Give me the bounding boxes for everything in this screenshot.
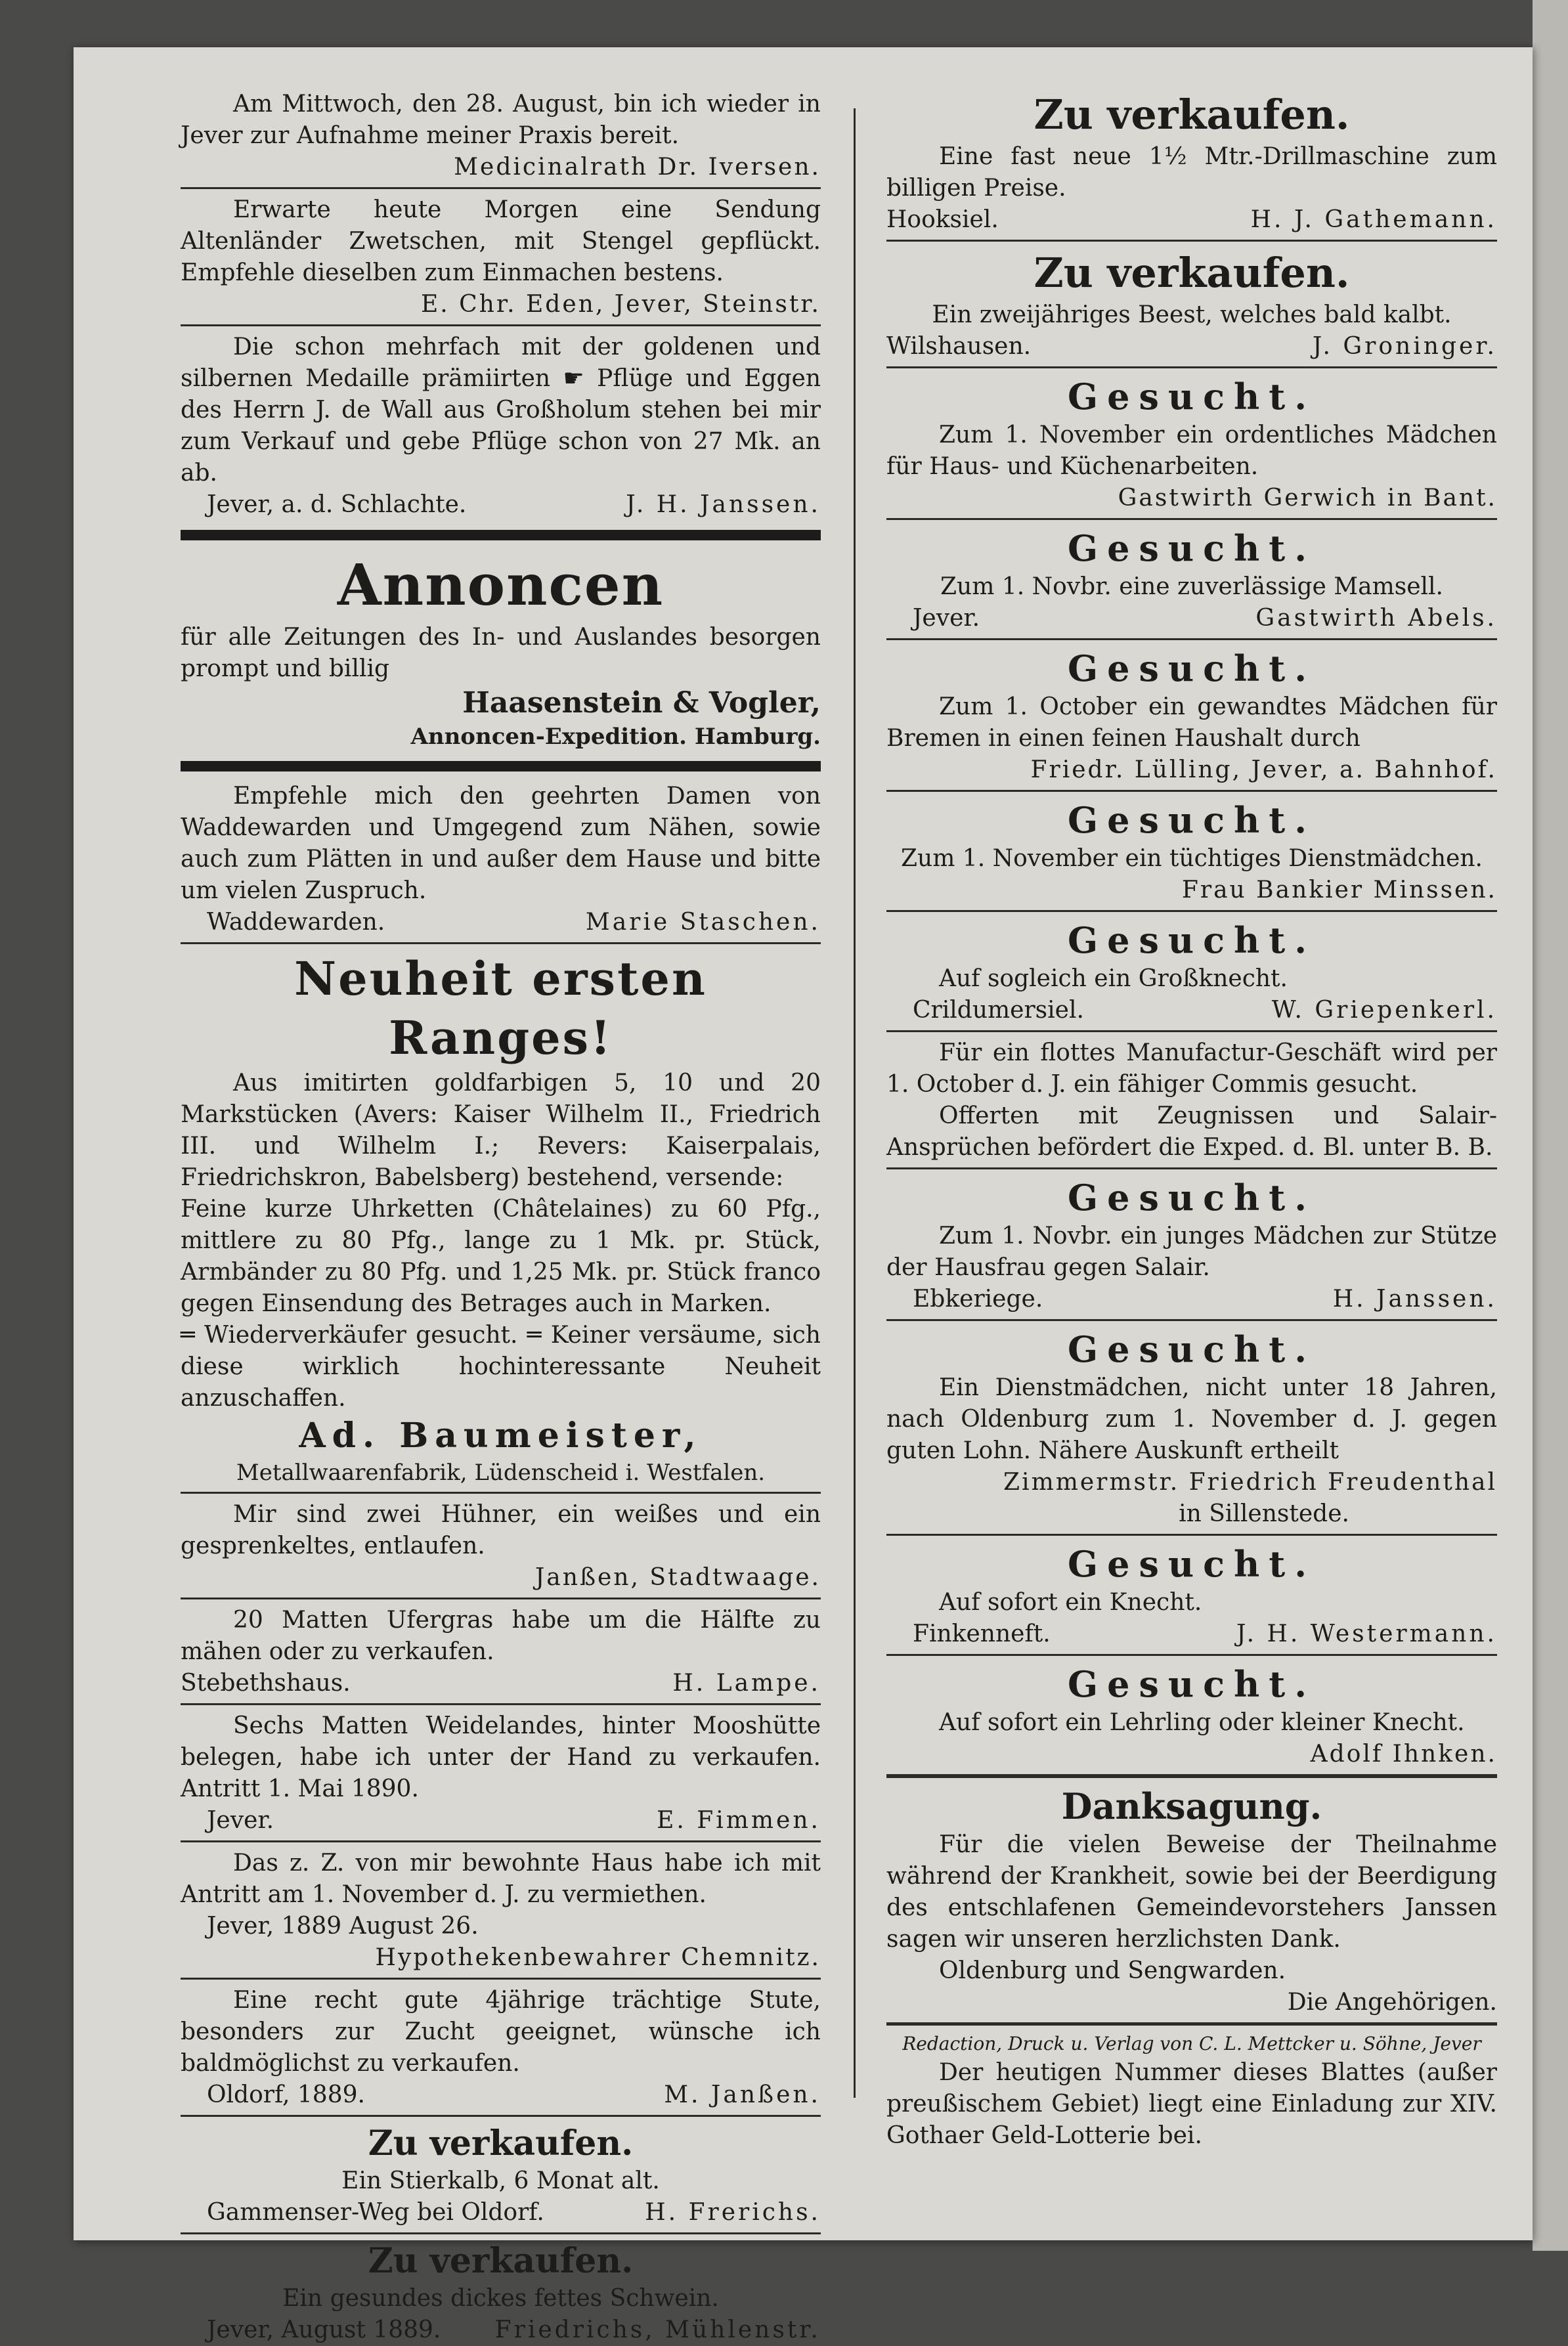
ad-signature: Die Angehörigen. (1287, 1989, 1497, 2016)
divider (886, 1654, 1497, 1656)
ad-text: Ein gesundes dickes fettes Schwein. (282, 2285, 719, 2312)
ad-huehner (181, 1499, 821, 1594)
ad-text: Ein Dienstmädchen, nicht unter 18 Jahren, nach Oldenburg zum 1. November d. J. gegen guten Lohn. Nähere Auskunft ertheilt (886, 1374, 1497, 1464)
ad-annoncen (181, 550, 821, 752)
divider (886, 638, 1497, 640)
ad-signature: H. J. Gathemann. (1250, 206, 1497, 233)
ad-schwein (181, 2240, 821, 2346)
ad-signature: Janßen, Stadtwaage. (534, 1564, 821, 1591)
ad-text: Zum 1. October ein gewandtes Mädchen für Bremen in einen feinen Haushalt durch (886, 693, 1497, 752)
ad-place: Hooksiel. (886, 206, 999, 233)
ad-text: Zum 1. November ein ordentliches Mädchen für Haus- und Küchenarbeiten. (886, 422, 1497, 480)
ad-pfluege (181, 332, 821, 521)
ad-place: Waddewarden. (207, 909, 385, 936)
ad-naehen (181, 781, 821, 938)
ad-text: für alle Zeitungen des In- und Auslandes besorgen prompt und billig (181, 624, 821, 682)
ad-text: 20 Matten Ufergras habe um die Hälfte zu mähen oder zu verkaufen. (181, 1607, 821, 1665)
ad-footer (181, 1805, 821, 1836)
ad-signature: Zimmermstr. Friedrich Freudenthal (1003, 1469, 1497, 1496)
ad-footer (181, 2197, 821, 2228)
ad-place: Jever. (913, 605, 980, 632)
ad-signature: W. Griepenkerl. (1271, 997, 1497, 1024)
ad-signature: Gastwirth Gerwich in Bant. (1118, 485, 1497, 511)
divider (886, 240, 1497, 242)
ad-beest (886, 247, 1497, 362)
ad-ufergras (181, 1605, 821, 1699)
divider (181, 1840, 821, 1842)
ad-signature: H. Janssen. (1332, 1286, 1497, 1313)
ad-signature: H. Frerichs. (645, 2199, 821, 2226)
ad-signature-place: in Sillenstede. (1179, 1500, 1349, 1527)
ad-title: Gesucht. (1067, 1543, 1317, 1585)
ad-footer (181, 489, 821, 521)
divider (181, 942, 821, 944)
ad-text: Das z. Z. von mir bewohnte Haus habe ich mit Antritt am 1. November d. J. zu vermiethen. (181, 1850, 821, 1908)
ad-weideland (181, 1710, 821, 1836)
ad-place: Finkenneft. (913, 1620, 1051, 1647)
ad-text: Auf sofort ein Lehrling oder kleiner Knecht. (939, 1709, 1465, 1736)
divider (181, 1703, 821, 1705)
ad-title: Gesucht. (1067, 376, 1317, 418)
ad-signature: Frau Bankier Minssen. (1181, 877, 1497, 903)
ad-title: Zu verkaufen. (1034, 249, 1350, 297)
ad-footer (181, 2314, 821, 2346)
ad-gesucht-mamsell (886, 525, 1497, 634)
divider (886, 1774, 1497, 1778)
ad-signature: Adolf Ihnken. (1310, 1741, 1497, 1768)
divider (181, 1597, 821, 1599)
ad-footer (886, 1618, 1497, 1650)
ad-place: Wilshausen. (886, 333, 1032, 360)
ad-zwetschen (181, 194, 821, 320)
ad-text: Feine kurze Uhrketten (Châtelaines) zu 60 Pfg., mittlere zu 80 Pfg., lange zu 1 Mk. pr. Stück, Armbänder zu 80 Pfg. und 1,25 Mk. pr. Stück franco gegen Einsendung des Betrages auch in Marken. (181, 1196, 821, 1317)
ad-footer (886, 1284, 1497, 1315)
ad-footer (886, 603, 1497, 634)
ad-gesucht-knecht (886, 1541, 1497, 1650)
ad-text: Sechs Matten Weidelandes, hinter Mooshütte belegen, habe ich unter der Hand zu verkaufen. Antritt 1. Mai 1890. (181, 1712, 821, 1802)
thick-divider (181, 530, 821, 540)
firm-sub: Annoncen-Expedition. Hamburg. (410, 724, 821, 750)
ad-gesucht-bremen (886, 645, 1497, 786)
ad-signature: Gastwirth Abels. (1255, 605, 1497, 632)
divider (181, 1492, 821, 1494)
ad-text: Ein zweijähriges Beest, welches bald kalbt. (932, 301, 1452, 328)
ad-text: Für ein flottes Manufactur-Geschäft wird per 1. October d. J. ein fähiger Commis gesucht. (886, 1039, 1497, 1098)
ad-place: Stebethshaus. (181, 1670, 351, 1697)
ad-text: ═ Wiederverkäufer gesucht. ═ Keiner versäume, sich diese wirklich hochinteressante Neuheit anzuschaffen. (181, 1322, 821, 1412)
thick-divider (181, 761, 821, 771)
ad-place: Ebkeriege. (913, 1286, 1043, 1313)
divider (181, 2232, 821, 2234)
ad-signature: J. Groninger. (1312, 333, 1497, 360)
ad-text: Zum 1. Novbr. eine zuverlässige Mamsell. (940, 573, 1443, 600)
divider (886, 1534, 1497, 1536)
right-column (886, 89, 1497, 2152)
ad-signature: E. Fimmen. (657, 1807, 821, 1834)
divider (886, 2022, 1497, 2026)
imprint: Redaction, Druck u. Verlag von C. L. Mettcker u. Söhne, Jever (902, 2033, 1481, 2054)
ad-title: Zu verkaufen. (368, 2123, 634, 2163)
ad-signature: J. H. Janssen. (626, 491, 821, 518)
ad-medicinalrath (181, 89, 821, 183)
firm-sub: Metallwaarenfabrik, Lüdenscheid i. Westfalen. (236, 1460, 766, 1486)
divider (886, 790, 1497, 792)
ad-signature: Hypothekenbewahrer Chemnitz. (375, 1944, 821, 1971)
ad-signature: Friedr. Lülling, Jever, a. Bahnhof. (1030, 756, 1497, 783)
ad-title: Gesucht. (1067, 647, 1317, 689)
ad-title: Gesucht. (1067, 1177, 1317, 1219)
ad-text: Am Mittwoch, den 28. August, bin ich wieder in Jever zur Aufnahme meiner Praxis bereit. (181, 91, 821, 149)
ad-danksagung (886, 1783, 1497, 2018)
ad-text: Aus imitirten goldfarbigen 5, 10 und 20 Markstücken (Avers: Kaiser Wilhelm II., Friedrich III. und Wilhelm I.; Revers: Kaiserpalais, Friedrichskron, Babelsberg) bestehend, versende: (181, 1070, 821, 1191)
ad-drillmaschine (886, 89, 1497, 236)
ad-text: Erwarte heute Morgen eine Sendung Altenländer Zwetschen, mit Stengel gepflückt. Empfehle dieselben zum Einmachen bestens. (181, 196, 821, 286)
ad-signature: M. Janßen. (664, 2081, 821, 2108)
column-divider (854, 108, 856, 2098)
divider (886, 1167, 1497, 1169)
ad-gesucht-lehrling (886, 1661, 1497, 1770)
ad-place: Jever, a. d. Schlachte. (207, 491, 467, 518)
ad-place: Jever, August 1889. (207, 2316, 441, 2343)
ad-text: Ein Stierkalb, 6 Monat alt. (341, 2167, 660, 2194)
ad-text: Eine fast neue 1½ Mtr.-Drillmaschine zum billigen Preise. (886, 143, 1497, 202)
ad-signature: Friedrichs, Mühlenstr. (494, 2316, 821, 2343)
divider (886, 1030, 1497, 1032)
ad-gesucht-dienstmaedchen (886, 797, 1497, 906)
divider (181, 2115, 821, 2117)
lottery-note: Der heutigen Nummer dieses Blattes (außer preußischem Gebiet) liegt eine Einladung zur XIV. Gothaer Geld-Lotterie bei. (886, 2059, 1497, 2149)
ad-text: Auf sogleich ein Großknecht. (939, 965, 1288, 992)
firm-name: Ad. Baumeister, (299, 1416, 703, 1456)
ad-title: Gesucht. (1067, 1328, 1317, 1370)
ad-title: Gesucht. (1067, 527, 1317, 569)
ad-signature: Medicinalrath Dr. Iversen. (454, 154, 821, 181)
ad-text: Zum 1. Novbr. ein junges Mädchen zur Stütze der Hausfrau gegen Salair. (886, 1223, 1497, 1281)
ad-signature: J. H. Westermann. (1236, 1620, 1497, 1647)
ad-footer (886, 204, 1497, 236)
firm-name: Haasenstein & Vogler, (462, 686, 821, 720)
ad-place: Oldorf, 1889. (207, 2081, 365, 2108)
ad-footer (181, 1668, 821, 1699)
ad-text: Mir sind zwei Hühner, ein weißes und ein gesprenkeltes, entlaufen. (181, 1501, 821, 1559)
ad-gesucht-grossknecht (886, 917, 1497, 1026)
ad-gesucht-stuetze (886, 1175, 1497, 1315)
ad-place: Oldenburg und Sengwarden. (939, 1957, 1286, 1984)
ad-footer (886, 331, 1497, 362)
divider (886, 366, 1497, 368)
ad-place: Gammenser-Weg bei Oldorf. (207, 2199, 544, 2226)
ad-gesucht-oldenburg (886, 1326, 1497, 1530)
ad-place: Jever. (207, 1807, 274, 1834)
ad-footer (886, 995, 1497, 1026)
left-column (181, 89, 821, 2346)
ad-title: Zu verkaufen. (1034, 91, 1350, 139)
ad-date: Jever, 1889 August 26. (207, 1913, 479, 1940)
ad-title: Zu verkaufen. (368, 2241, 634, 2281)
divider (181, 1978, 821, 1980)
divider (886, 518, 1497, 520)
ad-neuheit (181, 949, 821, 1488)
ad-signature: Marie Staschen. (585, 909, 821, 936)
divider (181, 187, 821, 189)
adjacent-page-edge (1533, 0, 1568, 2251)
ad-text: Eine recht gute 4jährige trächtige Stute, besonders zur Zucht geeignet, wünsche ich baldmöglichst zu verkaufen. (181, 1987, 821, 2077)
divider (886, 910, 1497, 912)
divider (886, 1319, 1497, 1321)
ad-title: Gesucht. (1067, 919, 1317, 961)
ad-text: Für die vielen Beweise der Theilnahme während der Krankheit, sowie bei der Beerdigung des entschlafenen Gemeindevorstehers Janssen sagen wir unseren herzlichsten Dank. (886, 1831, 1497, 1953)
ad-signature: E. Chr. Eden, Jever, Steinstr. (420, 291, 821, 318)
ad-commis (886, 1037, 1497, 1163)
ad-text: Empfehle mich den geehrten Damen von Waddewarden und Umgegend zum Nähen, sowie auch zum Plätten in und außer dem Hause und bitte um vielen Zuspruch. (181, 783, 821, 904)
divider (181, 324, 821, 326)
annoncen-title: Annoncen (337, 552, 664, 619)
ad-place: Crildumersiel. (913, 997, 1084, 1024)
ad-stute (181, 1985, 821, 2111)
ad-text: Zum 1. November ein tüchtiges Dienstmädchen. (901, 845, 1483, 872)
ad-stierkalb (181, 2122, 821, 2228)
ad-text: Auf sofort ein Knecht. (939, 1589, 1202, 1616)
ad-gesucht-bant (886, 374, 1497, 514)
ad-text: Offerten mit Zeugnissen und Salair-Ansprüchen befördert die Exped. d. Bl. unter B. B. (886, 1102, 1497, 1161)
ad-haus (181, 1848, 821, 1974)
ad-footer (181, 907, 821, 938)
neuheit-title: Neuheit ersten Ranges! (294, 951, 707, 1065)
ad-title: Danksagung. (1061, 1785, 1322, 1827)
ad-signature: H. Lampe. (672, 1670, 821, 1697)
ad-footer (181, 2079, 821, 2111)
ad-title: Gesucht. (1067, 1663, 1317, 1705)
ad-text: Die schon mehrfach mit der goldenen und silbernen Medaille prämiirten ☛ Pflüge und Eggen des Herrn J. de Wall aus Großholum stehen bei mir zum Verkauf und gebe Pflüge schon von 27 Mk. an ab. (181, 334, 821, 487)
ad-title: Gesucht. (1067, 799, 1317, 841)
